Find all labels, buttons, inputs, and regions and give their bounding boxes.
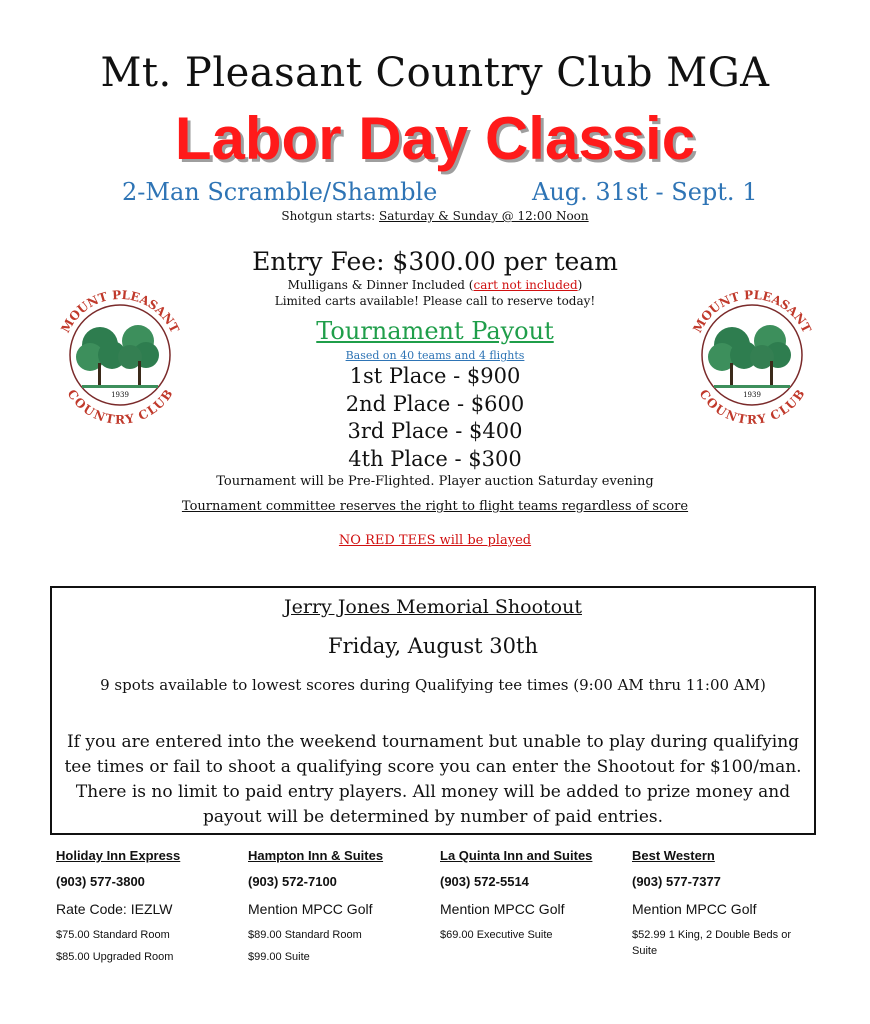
hotel-rate: $99.00 Suite [248, 951, 310, 963]
committee-note: Tournament committee reserves the right to flight teams regardless of score [181, 499, 689, 514]
club-title: Mt. Pleasant Country Club MGA [100, 50, 770, 96]
event-format: 2-Man Scramble/Shamble [122, 178, 438, 206]
hotel-phone: (903) 572-7100 [248, 874, 337, 889]
logo-year: 1939 [743, 391, 761, 399]
logo-bottom-text: COUNTRY CLUB [696, 387, 808, 425]
preflight-note: Tournament will be Pre-Flighted. Player auction Saturday evening [216, 474, 654, 489]
event-dates: Aug. 31st - Sept. 1 [532, 178, 758, 206]
shotgun-label: Shotgun starts: [281, 209, 380, 223]
payout-place: 1st Place - $900 [349, 364, 521, 388]
carts-note: Limited carts available! Please call to reserve today! [274, 294, 596, 308]
hotel-phone: (903) 577-3800 [56, 874, 145, 889]
club-logo-right [682, 285, 822, 425]
hotel-rate: $69.00 Executive Suite [440, 929, 553, 941]
included-prefix: Mulligans & Dinner Included ( [287, 278, 474, 292]
shootout-body: If you are entered into the weekend tournament but unable to play during qualifying tee times or fail to shoot a qualifying score you can enter the Shootout for $100/man. There is no limit to paid entry players. All money will be added to prize money and payout will be determined by number of paid entries. [64, 732, 802, 827]
hotel-phone: (903) 577-7377 [632, 874, 721, 889]
entry-fee: Entry Fee: $300.00 per team [252, 247, 618, 276]
hotel-name: La Quinta Inn and Suites [440, 848, 593, 863]
cart-not-included: cart not included [473, 278, 578, 292]
hotel-rate: $89.00 Standard Room [248, 929, 362, 941]
logo-bottom-text: COUNTRY CLUB [64, 387, 176, 425]
payout-title: Tournament Payout [316, 317, 554, 345]
hotel-code: Mention MPCC Golf [248, 901, 373, 917]
hotel-name: Holiday Inn Express [56, 848, 181, 863]
payout-place: 2nd Place - $600 [345, 392, 525, 416]
hotel-code: Mention MPCC Golf [440, 901, 565, 917]
logo-top-text: MOUNT PLEASANT [690, 287, 814, 336]
hotel-rate: $85.00 Upgraded Room [56, 951, 174, 963]
payout-place: 3rd Place - $400 [347, 419, 523, 443]
shootout-box [50, 586, 816, 835]
logo-year: 1939 [111, 391, 129, 399]
shotgun-value: Saturday & Sunday @ 12:00 Noon [379, 209, 589, 223]
hotel-code: Rate Code: IEZLW [56, 901, 173, 917]
event-title: Labor Day Classic [174, 105, 696, 172]
hotel-code: Mention MPCC Golf [632, 901, 757, 917]
shotgun-start [0, 209, 870, 223]
hotel-name: Hampton Inn & Suites [248, 848, 384, 863]
hotel-phone: (903) 572-5514 [440, 874, 529, 889]
club-logo-left [50, 285, 190, 425]
payout-place: 4th Place - $300 [348, 447, 522, 471]
hotel-rate: $75.00 Standard Room [56, 929, 170, 941]
shootout-title: Jerry Jones Memorial Shootout [284, 596, 582, 618]
shootout-spots: 9 spots available to lowest scores during Qualifying tee times (9:00 AM thru 11:00 AM) [100, 676, 766, 694]
no-red-tees-note: NO RED TEES will be played [338, 533, 532, 548]
logo-top-text: MOUNT PLEASANT [58, 287, 182, 336]
hotel-name: Best Western [632, 848, 715, 863]
shootout-date: Friday, August 30th [328, 634, 538, 658]
payout-basis: Based on 40 teams and 4 flights [345, 349, 525, 362]
hotel-rate: $52.99 1 King, 2 Double Beds or Suite [632, 929, 792, 957]
included-suffix: ) [577, 278, 583, 292]
